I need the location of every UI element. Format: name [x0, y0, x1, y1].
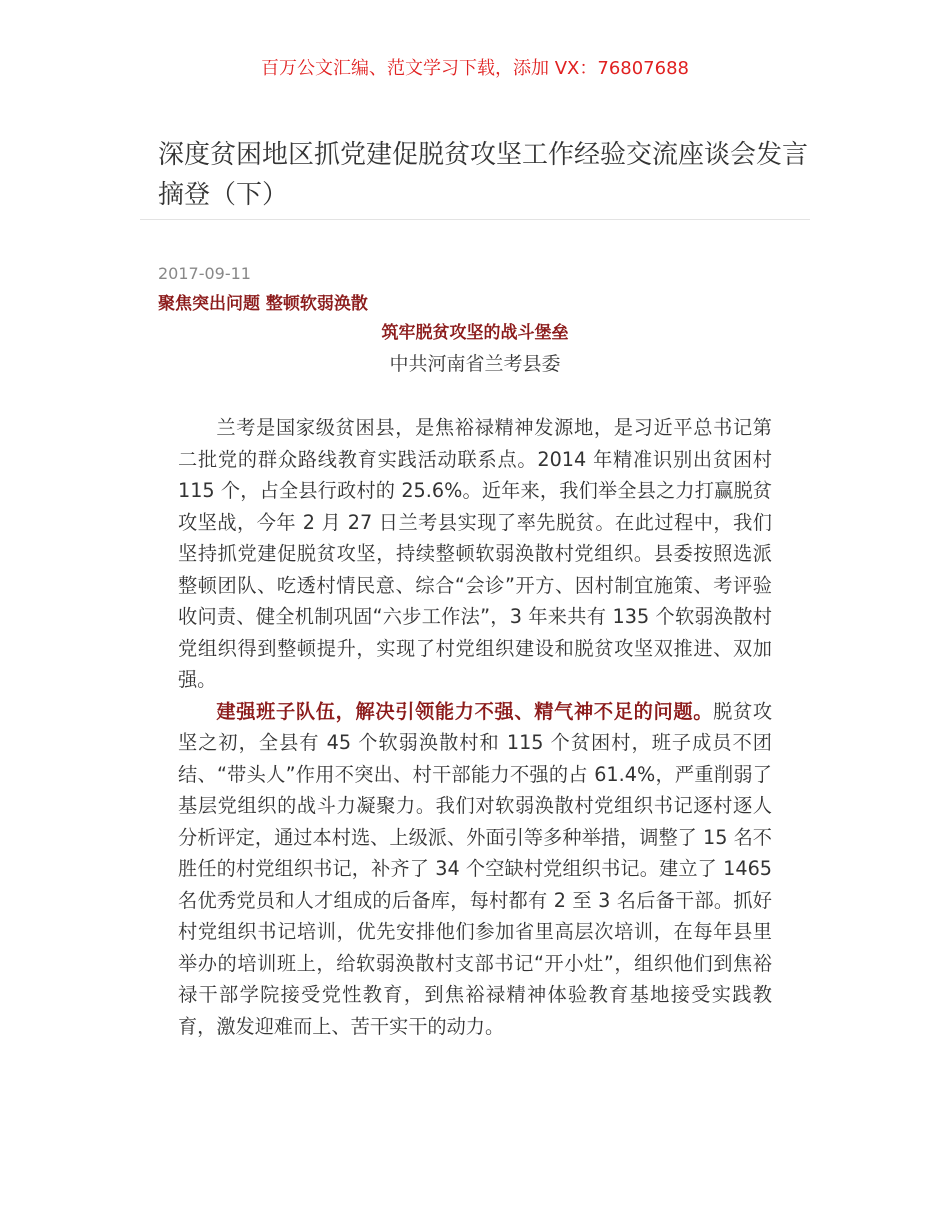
- article-title: 深度贫困地区抓党建促脱贫攻坚工作经验交流座谈会发言摘登（下）: [158, 140, 809, 210]
- article-subheading: 筑牢脱贫攻坚的战斗堡垒: [381, 323, 569, 343]
- promo-banner: 百万公文汇编、范文学习下载，添加 VX：76807688: [261, 58, 689, 79]
- section-heading: 聚焦突出问题 整顿软弱涣散: [158, 294, 368, 314]
- title-divider: [140, 219, 810, 220]
- body-paragraph-1: 兰考是国家级贫困县，是焦裕禄精神发源地，是习近平总书记第二批党的群众路线教育实践活动联系点。2014 年精准识别出贫困村 115 个，占全县行政村的 25.6%。近年来，我们举全县之力打赢脱贫攻坚战，今年 2 月 27 日兰考县实现了率先脱贫。在此过程中，我们坚持抓党建促脱贫攻坚，持续整顿软弱涣散村党组织。县委按照选派整顿团队、吃透村情民意、综合“会诊”开方、因村制宜施策、考评验收问责、健全机制巩固“六步工作法”，3 年来共有 135 个软弱涣散村党组织得到整顿提升，实现了村党组织建设和脱贫攻坚双推进、双加强。: [178, 416, 772, 691]
- paragraph-body-text: 脱贫攻坚之初，全县有 45 个软弱涣散村和 115 个贫困村，班子成员不团结、“带头人”作用不突出、村干部能力不强的占 61.4%，严重削弱了基层党组织的战斗力凝聚力。我们对软弱涣散村党组织书记逐村逐人分析评定，通过本村选、上级派、外面引等多种举措，调整了 15 名不胜任的村党组织书记，补齐了 34 个空缺村党组织书记。建立了 1465 名优秀党员和人才组成的后备库，每村都有 2 至 3 名后备干部。抓好村党组织书记培训，优先安排他们参加省里高层次培训，在每年县里举办的培训班上，给软弱涣散村支部书记“开小灶”，组织他们到焦裕禄干部学院接受党性教育，到焦裕禄精神体验教育基地接受实践教育，激发迎难而上、苦干实干的动力。: [178, 699, 773, 1038]
- paragraph-lead-sentence: 建强班子队伍，解决引领能力不强、精气神不足的问题。: [216, 699, 714, 723]
- body-paragraph-2: [178, 696, 772, 1043]
- publish-date: 2017-09-11: [158, 264, 251, 283]
- article-body: [178, 412, 772, 1042]
- article-author: 中共河南省兰考县委: [389, 353, 561, 375]
